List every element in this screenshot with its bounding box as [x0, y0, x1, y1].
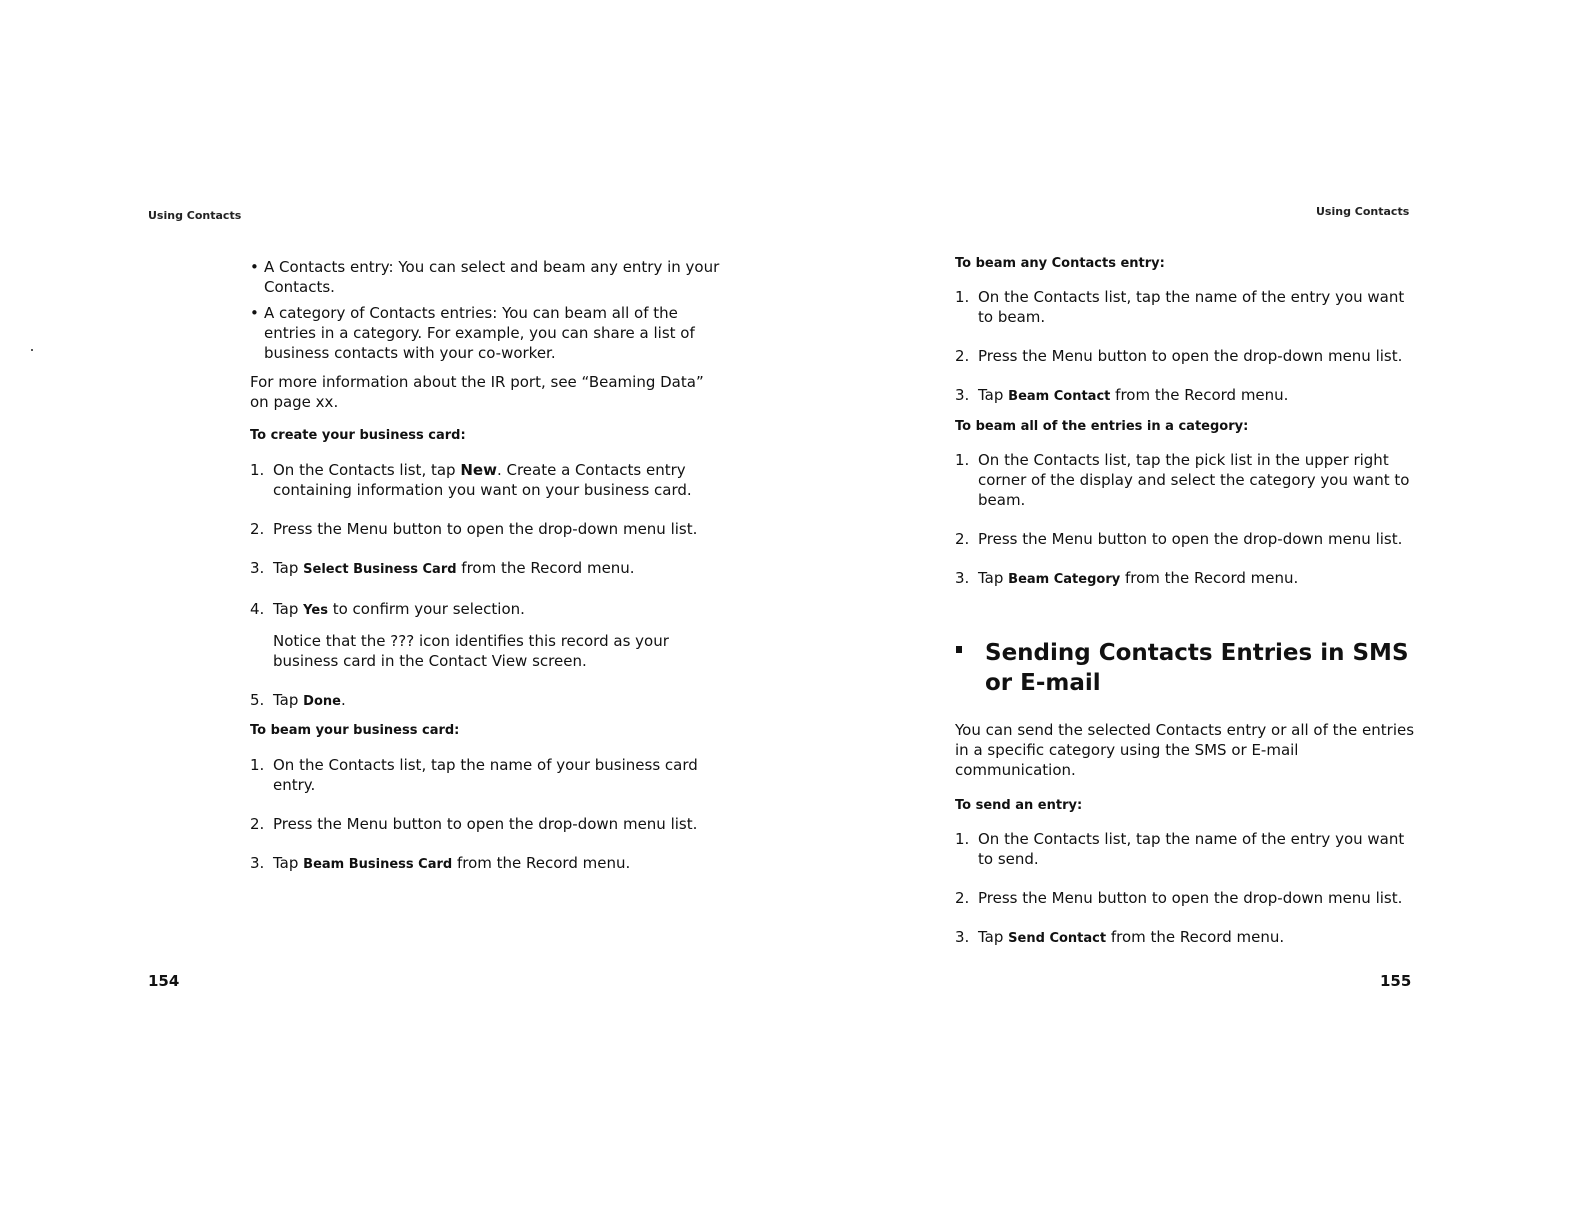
- send-entry-heading: To send an entry:: [955, 798, 1083, 813]
- right-page-body-bottom: [955, 720, 1420, 949]
- left-page-number: 154: [148, 972, 180, 990]
- bullet-item: • A category of Contacts entries: You can beam all of the entries in a category. For example, you can share a list of business contacts with your co-worker.: [250, 304, 695, 362]
- send-step-3: 3. Tap Send Contact from the Record menu.: [955, 928, 1285, 946]
- beam-card-heading: To beam your business card:: [250, 723, 460, 738]
- send-step-1: 1. On the Contacts list, tap the name of the entry you want to send.: [955, 830, 1405, 868]
- right-page-number: 155: [1380, 972, 1412, 990]
- beam-category-step-3: 3. Tap Beam Category from the Record menu.: [955, 569, 1299, 587]
- beam-entry-heading: To beam any Contacts entry:: [955, 256, 1165, 271]
- bullet-marker: •: [250, 258, 259, 276]
- left-page-body: [250, 257, 720, 875]
- beam-card-step-2: 2. Press the Menu button to open the drop-down menu list.: [250, 815, 698, 833]
- section-title: Sending Contacts Entries in SMS or E-mail: [985, 640, 1409, 696]
- create-step-5: 5. Tap Done.: [250, 691, 346, 709]
- create-card-heading: To create your business card:: [250, 428, 466, 443]
- section-intro: You can send the selected Contacts entry or all of the entries in a specific category using the SMS or E-mail communication.: [955, 721, 1415, 779]
- send-step-2: 2. Press the Menu button to open the drop-down menu list.: [955, 889, 1403, 907]
- business-card-note: Notice that the ??? icon identifies this record as your business card in the Contact View screen.: [273, 632, 669, 670]
- left-running-header: Using Contacts: [148, 209, 242, 222]
- beam-entry-step-1: 1. On the Contacts list, tap the name of the entry you want to beam.: [955, 288, 1405, 326]
- beam-entry-step-2: 2. Press the Menu button to open the drop-down menu list.: [955, 347, 1403, 365]
- create-step-3: 3. Tap Select Business Card from the Record menu.: [250, 559, 635, 577]
- scan-speck: [31, 349, 33, 351]
- create-step-1: 1. On the Contacts list, tap New. Create a Contacts entry containing information you want on your business card.: [250, 461, 692, 499]
- beam-category-step-1: 1. On the Contacts list, tap the pick list in the upper right corner of the display and select the category you want to beam.: [955, 451, 1410, 509]
- create-step-2: 2. Press the Menu button to open the drop-down menu list.: [250, 520, 698, 538]
- section-marker-icon: [956, 646, 962, 653]
- right-page-body-top: [955, 254, 1420, 590]
- beam-card-step-1: 1. On the Contacts list, tap the name of your business card entry.: [250, 756, 698, 794]
- beam-category-step-2: 2. Press the Menu button to open the drop-down menu list.: [955, 530, 1403, 548]
- create-step-4: 4. Tap Yes to confirm your selection.: [250, 600, 525, 618]
- right-running-header: Using Contacts: [1316, 205, 1410, 218]
- beam-category-heading: To beam all of the entries in a category:: [955, 419, 1249, 434]
- beam-card-step-3: 3. Tap Beam Business Card from the Record menu.: [250, 854, 631, 872]
- info-paragraph: For more information about the IR port, see “Beaming Data” on page xx.: [250, 373, 704, 411]
- beam-entry-step-3: 3. Tap Beam Contact from the Record menu.: [955, 386, 1289, 404]
- bullet-marker: •: [250, 304, 259, 322]
- bullet-item: • A Contacts entry: You can select and beam any entry in your Contacts.: [250, 258, 720, 296]
